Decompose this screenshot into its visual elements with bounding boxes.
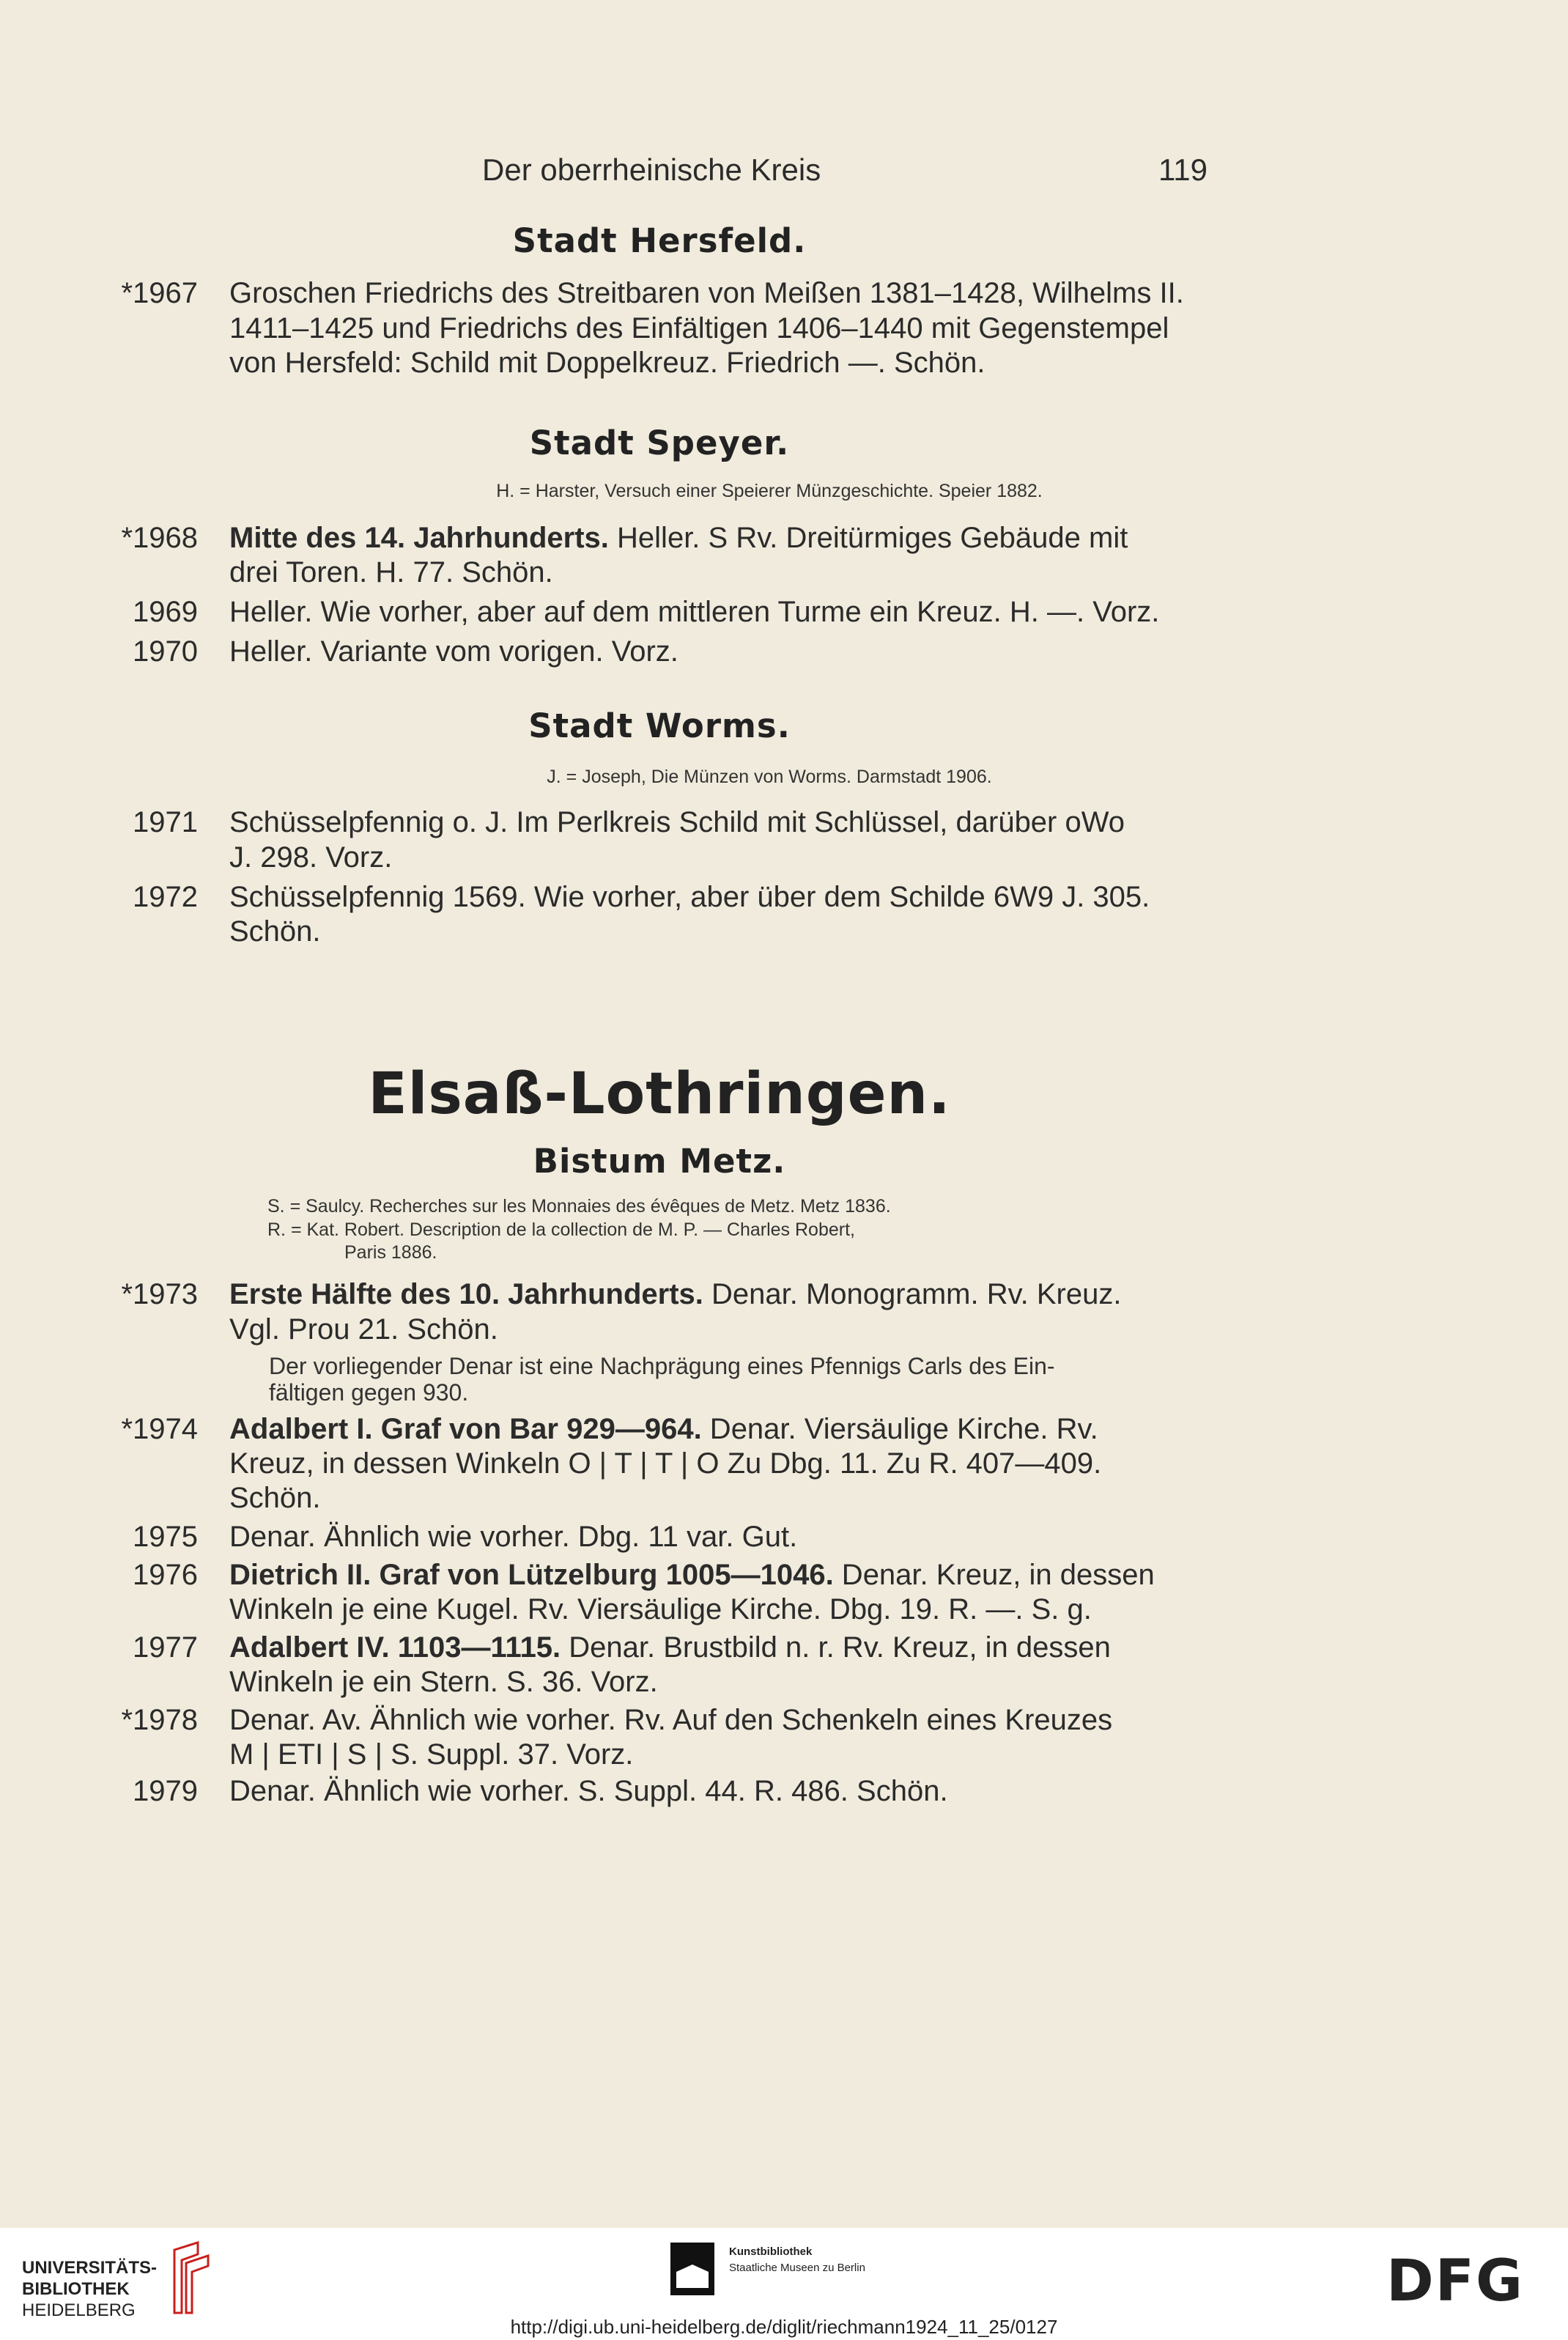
entry-text: Heller. Variante vom vorigen. Vorz. bbox=[229, 635, 678, 668]
entry-text: Schön. bbox=[229, 915, 321, 948]
entry-text: Schüsselpfennig 1569. Wie vorher, aber über dem Schilde 6W9 J. 305. bbox=[229, 881, 1150, 913]
entry-text: Groschen Friedrichs des Streitbaren von Meißen 1381–1428, Wilhelms II. bbox=[229, 277, 1184, 309]
entry-text: Denar. Ähnlich wie vorher. Dbg. 11 var. Gut. bbox=[229, 1521, 798, 1553]
kunstbibliothek-icon bbox=[670, 2243, 714, 2295]
reference-note: R. = Kat. Robert. Description de la collection de M. P. — Charles Robert, bbox=[267, 1219, 855, 1240]
kb-subtitle: Staatliche Museen zu Berlin bbox=[729, 2262, 865, 2274]
entry-text: J. 298. Vorz. bbox=[229, 841, 393, 874]
entry-text bbox=[229, 1413, 1098, 1446]
source-url-link[interactable]: http://digi.ub.uni-heidelberg.de/diglit/riechmann1924_11_25/0127 bbox=[510, 2316, 1058, 2338]
entry-number: 1977 bbox=[133, 1631, 198, 1664]
entry-text bbox=[229, 1631, 1111, 1664]
entry-text: Vgl. Prou 21. Schön. bbox=[229, 1313, 498, 1346]
page-number: 119 bbox=[1158, 152, 1208, 187]
ub-logo-line: BIBLIOTHEK bbox=[22, 2279, 130, 2299]
entry-number: 1972 bbox=[133, 881, 198, 913]
entry-number: 1975 bbox=[133, 1521, 198, 1553]
entry-number: 1976 bbox=[133, 1559, 198, 1591]
entry-desc: Denar. Viersäulige Kirche. Rv. bbox=[701, 1413, 1098, 1445]
entry-number: 1969 bbox=[133, 596, 198, 628]
kb-title: Kunstbibliothek bbox=[729, 2245, 813, 2258]
entry-number: *1968 bbox=[121, 522, 198, 554]
entry-ruler: Adalbert IV. 1103—1115. bbox=[229, 1631, 561, 1664]
entry-text: Winkeln je eine Kugel. Rv. Viersäulige Kirche. Dbg. 19. R. —. S. g. bbox=[229, 1593, 1092, 1625]
entry-text: Schüsselpfennig o. J. Im Perlkreis Schild mit Schlüssel, darüber oWo bbox=[229, 806, 1125, 838]
ub-heidelberg-logo[interactable] bbox=[22, 2257, 157, 2321]
entry-number: 1971 bbox=[133, 806, 198, 838]
entry-text: Denar. Ähnlich wie vorher. S. Suppl. 44. R. 486. Schön. bbox=[229, 1775, 948, 1807]
heading-elsass-lothringen: Elsaß-Lothringen. bbox=[368, 1061, 951, 1127]
entry-text: drei Toren. H. 77. Schön. bbox=[229, 556, 553, 588]
entry-number: *1978 bbox=[121, 1704, 198, 1736]
heading-stadt-worms: Stadt Worms. bbox=[528, 706, 791, 745]
reference-note: H. = Harster, Versuch einer Speierer Münzgeschichte. Speier 1882. bbox=[496, 481, 1043, 501]
entry-desc: Denar. Brustbild n. r. Rv. Kreuz, in dessen bbox=[561, 1631, 1111, 1664]
entry-number: *1967 bbox=[121, 277, 198, 309]
entry-date: Mitte des 14. Jahrhunderts. bbox=[229, 522, 609, 554]
reference-note: Paris 1886. bbox=[344, 1242, 437, 1263]
entry-number: 1970 bbox=[133, 635, 198, 668]
reference-note: J. = Joseph, Die Münzen von Worms. Darmstadt 1906. bbox=[547, 767, 992, 787]
ub-logo-line: HEIDELBERG bbox=[22, 2300, 136, 2320]
entry-ruler: Dietrich II. Graf von Lützelburg 1005—1046. bbox=[229, 1559, 834, 1591]
kunstbibliothek-logo[interactable] bbox=[729, 2244, 865, 2276]
entry-text: Kreuz, in dessen Winkeln O | T | T | O Zu Dbg. 11. Zu R. 407—409. bbox=[229, 1447, 1102, 1480]
entry-comment: fältigen gegen 930. bbox=[269, 1379, 469, 1406]
entry-text: Winkeln je ein Stern. S. 36. Vorz. bbox=[229, 1666, 658, 1698]
entry-text: von Hersfeld: Schild mit Doppelkreuz. Friedrich —. Schön. bbox=[229, 347, 985, 379]
entry-number: *1974 bbox=[121, 1413, 198, 1445]
entry-text: M | ETI | S | S. Suppl. 37. Vorz. bbox=[229, 1738, 634, 1771]
entry-ruler: Adalbert I. Graf von Bar 929—964. bbox=[229, 1413, 702, 1445]
entry-desc: Heller. S Rv. Dreitürmiges Gebäude mit bbox=[608, 522, 1128, 554]
entry-date: Erste Hälfte des 10. Jahrhunderts. bbox=[229, 1278, 703, 1310]
entry-text: Heller. Wie vorher, aber auf dem mittleren Turme ein Kreuz. H. —. Vorz. bbox=[229, 596, 1160, 628]
heading-bistum-metz: Bistum Metz. bbox=[533, 1142, 786, 1181]
heading-stadt-speyer: Stadt Speyer. bbox=[529, 424, 790, 462]
ub-heidelberg-emblem-icon bbox=[160, 2241, 212, 2314]
entry-comment: Der vorliegender Denar ist eine Nachprägung eines Pfennigs Carls des Ein- bbox=[269, 1353, 1055, 1379]
dfg-logo[interactable]: DFG bbox=[1386, 2248, 1524, 2314]
entry-text bbox=[229, 1278, 1121, 1311]
entry-text: 1411–1425 und Friedrichs des Einfältigen 1406–1440 mit Gegenstempel bbox=[229, 312, 1169, 344]
entry-desc: Denar. Kreuz, in dessen bbox=[833, 1559, 1155, 1591]
entry-number: *1973 bbox=[121, 1278, 198, 1310]
entry-text: Denar. Av. Ähnlich wie vorher. Rv. Auf den Schenkeln eines Kreuzes bbox=[229, 1704, 1113, 1736]
entry-text bbox=[229, 1559, 1155, 1592]
heading-stadt-hersfeld: Stadt Hersfeld. bbox=[512, 221, 807, 260]
entry-text: Schön. bbox=[229, 1482, 321, 1514]
running-title: Der oberrheinische Kreis bbox=[482, 152, 821, 187]
reference-note: S. = Saulcy. Recherches sur les Monnaies des évêques de Metz. Metz 1836. bbox=[267, 1196, 891, 1217]
entry-number: 1979 bbox=[133, 1775, 198, 1807]
entry-text bbox=[229, 522, 1128, 555]
entry-desc: Denar. Monogramm. Rv. Kreuz. bbox=[703, 1278, 1122, 1310]
ub-logo-line: UNIVERSITÄTS- bbox=[22, 2258, 158, 2278]
